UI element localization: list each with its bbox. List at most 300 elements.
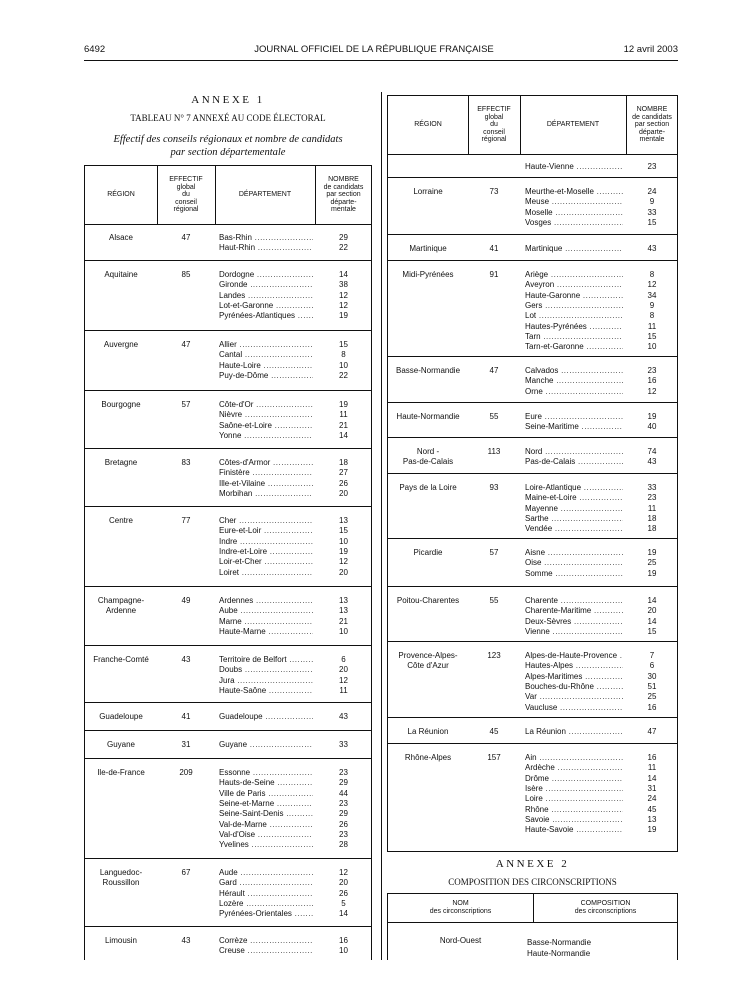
- candidats-value: 10: [339, 626, 348, 636]
- candidats-value: 23: [647, 366, 657, 375]
- departement-name: Calvados .....: [525, 366, 623, 376]
- departement-name: Vienne .....: [525, 627, 623, 637]
- page-number: 6492: [84, 44, 106, 55]
- circonscription-composition: [527, 938, 591, 959]
- candidats-value: 45: [647, 804, 657, 814]
- candidats-value: 20: [339, 665, 348, 675]
- departement-name: Alpes-Maritimes .....: [525, 672, 623, 682]
- candidats-value: 23: [647, 493, 657, 503]
- region-name: Centre: [108, 516, 133, 525]
- departement-name: Manche .....: [525, 376, 623, 386]
- candidats-value: 20: [647, 606, 657, 616]
- row-separator: [388, 473, 677, 474]
- right-table: [387, 95, 678, 852]
- departement-name: Côte-d'Or .....: [219, 400, 313, 410]
- candidats-value: 6: [649, 661, 655, 671]
- departement-name: Landes .....: [219, 291, 313, 301]
- departement-name: Haute-Vienne .....: [525, 162, 623, 172]
- row-separator: [85, 260, 371, 261]
- departement-name: Marne .....: [219, 617, 313, 627]
- header-separator: [388, 154, 677, 155]
- candidats-value: 27: [339, 468, 348, 478]
- candidats-value: 11: [339, 685, 348, 695]
- effectif-value: 209: [179, 768, 193, 777]
- region-name: Provence-Alpes- Côte d'Azur: [398, 651, 458, 670]
- candidats-value: 20: [339, 567, 348, 577]
- candidats-value: 25: [647, 692, 657, 702]
- candidats-value: 10: [339, 536, 348, 546]
- departement-name: Somme .....: [525, 569, 623, 579]
- annexe2-table: [387, 893, 678, 960]
- row-separator: [85, 645, 371, 646]
- row-separator: [388, 717, 677, 718]
- annexe2-title: ANNEXE 2: [495, 858, 570, 870]
- region-name: Picardie: [413, 548, 443, 557]
- candidats-value: 15: [339, 340, 348, 349]
- departement-name: Charente-Maritime .....: [525, 606, 623, 616]
- col-separator: [626, 96, 627, 154]
- departement-name: Morbihan .....: [219, 489, 313, 499]
- departement-name: Hautes-Pyrénées .....: [525, 322, 623, 332]
- candidats-value: 19: [647, 548, 657, 557]
- departement-name: Var .....: [525, 692, 623, 702]
- region-name: Poitou-Charentes: [396, 596, 460, 605]
- departement-name: Ardennes .....: [219, 596, 313, 606]
- candidats-value: 24: [647, 187, 657, 196]
- departement-name: Indre-et-Loire .....: [219, 547, 313, 557]
- row-separator: [388, 538, 677, 539]
- candidats-value: 28: [339, 840, 348, 850]
- candidats-value: 18: [647, 524, 657, 534]
- departement-name: Dordogne .....: [219, 270, 313, 280]
- col-header-effectif: EFFECTIF global du conseil régional: [169, 176, 203, 214]
- candidats-value: 22: [339, 243, 348, 253]
- candidats-value: 10: [339, 360, 348, 370]
- region-name: La Réunion: [407, 727, 449, 736]
- composition-item: Haute-Normandie: [527, 948, 591, 958]
- row-separator: [85, 758, 371, 759]
- departement-name: Alpes-de-Haute-Provence .....: [525, 651, 623, 661]
- candidats-value: 11: [647, 321, 657, 331]
- candidats-value: 19: [647, 568, 657, 578]
- candidats-value: 10: [339, 946, 348, 956]
- departement-name: Bas-Rhin .....: [219, 233, 313, 243]
- candidats-value: 44: [339, 788, 348, 798]
- departement-name: Maine-et-Loire .....: [525, 493, 623, 503]
- candidats-value: 18: [339, 458, 348, 467]
- col-separator: [468, 96, 469, 154]
- candidats-value: 12: [339, 290, 348, 300]
- departement-name: Meuse .....: [525, 197, 623, 207]
- col-header-composition: COMPOSITION des circonscriptions: [574, 900, 637, 915]
- candidats-value: 16: [647, 702, 657, 712]
- row-separator: [85, 330, 371, 331]
- candidats-value: 51: [647, 681, 657, 691]
- col-header-nombre: NOMBRE de candidats par section départe- mentale: [632, 106, 672, 144]
- departement-name: Haut-Rhin .....: [219, 243, 313, 253]
- candidats-value: 29: [339, 809, 348, 819]
- candidats-value: 19: [339, 311, 348, 321]
- departement-name: Vosges .....: [525, 218, 623, 228]
- candidats-value: 8: [341, 350, 346, 360]
- departement-name: Drôme .....: [525, 774, 623, 784]
- departement-name: Meurthe-et-Moselle .....: [525, 187, 623, 197]
- row-separator: [388, 234, 677, 235]
- departement-name: Hérault .....: [219, 889, 313, 899]
- candidats-value: 43: [647, 244, 657, 253]
- departement-name: Puy-de-Dôme .....: [219, 371, 313, 381]
- candidats-value: 14: [647, 616, 657, 626]
- effectif-value: 47: [181, 340, 191, 349]
- effectif-value: 45: [489, 727, 499, 736]
- departement-name: Oise .....: [525, 558, 623, 568]
- candidats-value: 20: [339, 878, 348, 888]
- candidats-value: 14: [647, 773, 657, 783]
- effectif-value: 113: [487, 447, 501, 456]
- candidats-value: 23: [339, 768, 348, 777]
- region-name: Bretagne: [104, 458, 138, 467]
- departement-name: Aisne .....: [525, 548, 623, 558]
- departement-name: Indre .....: [219, 537, 313, 547]
- candidats-value: 8: [649, 270, 655, 279]
- annexe1-title: ANNEXE 1: [191, 94, 265, 106]
- candidats-value: 7: [649, 651, 655, 660]
- row-separator: [85, 730, 371, 731]
- departement-name: Finistère .....: [219, 468, 313, 478]
- departement-name: Haute-Garonne .....: [525, 291, 623, 301]
- candidats-value: 12: [339, 675, 348, 685]
- region-name: Alsace: [108, 233, 133, 242]
- tableau-title: TABLEAU N° 7 ANNEXÉ AU CODE ÉLECTORAL: [130, 113, 326, 123]
- row-separator: [388, 437, 677, 438]
- departement-name: Lozère .....: [219, 899, 313, 909]
- col-header-departement: DÉPARTEMENT: [546, 121, 600, 129]
- candidats-value: 13: [339, 606, 348, 616]
- departement-name: Gers .....: [525, 301, 623, 311]
- candidats-value: 14: [339, 909, 348, 919]
- effectif-value: 57: [489, 548, 499, 557]
- candidats-value: 33: [647, 483, 657, 492]
- departement-name: Mayenne .....: [525, 504, 623, 514]
- left-table: [84, 165, 372, 960]
- region-name: Ile-de-France: [97, 768, 145, 777]
- effectif-value: 157: [487, 753, 501, 762]
- column-divider: [381, 92, 382, 960]
- departement-name: Tarn-et-Garonne .....: [525, 342, 623, 352]
- departement-name: Rhône .....: [525, 805, 623, 815]
- departement-name: Hautes-Alpes .....: [525, 661, 623, 671]
- departement-name: Haute-Marne .....: [219, 627, 313, 637]
- region-name: Auvergne: [103, 340, 139, 349]
- candidats-value: 15: [647, 217, 657, 227]
- effectif-value: 85: [181, 270, 191, 279]
- candidats-value: 43: [339, 712, 348, 721]
- candidats-value: 12: [647, 386, 657, 396]
- departement-name: Bouches-du-Rhône .....: [525, 682, 623, 692]
- effectif-value: 41: [489, 244, 499, 253]
- departement-name: Lot-et-Garonne .....: [219, 301, 313, 311]
- departement-name: Eure-et-Loir .....: [219, 526, 313, 536]
- region-name: Basse-Normandie: [395, 366, 461, 375]
- departement-name: Moselle .....: [525, 208, 623, 218]
- departement-name: Jura .....: [219, 676, 313, 686]
- effectif-value: 73: [489, 187, 499, 196]
- candidats-value: 20: [339, 488, 348, 498]
- effectif-value: 31: [181, 740, 191, 749]
- departement-name: Aude .....: [219, 868, 313, 878]
- row-separator: [85, 390, 371, 391]
- departement-name: Saône-et-Loire .....: [219, 421, 313, 431]
- candidats-value: 19: [339, 546, 348, 556]
- row-separator: [85, 858, 371, 859]
- candidats-value: 9: [649, 300, 655, 310]
- effectif-value: 83: [181, 458, 191, 467]
- candidats-value: 26: [339, 888, 348, 898]
- departement-name: Martinique .....: [525, 244, 623, 254]
- departement-name: Isère .....: [525, 784, 623, 794]
- candidats-value: 13: [647, 814, 657, 824]
- col-header-nombre: NOMBRE de candidats par section départe- mentale: [323, 176, 364, 214]
- candidats-value: 47: [647, 727, 657, 736]
- departement-name: Ariège .....: [525, 270, 623, 280]
- departement-name: Orne .....: [525, 387, 623, 397]
- header-separator: [85, 224, 371, 225]
- departement-name: Val-de-Marne .....: [219, 820, 313, 830]
- departement-name: Ain .....: [525, 753, 623, 763]
- row-separator: [85, 586, 371, 587]
- candidats-value: 14: [339, 430, 348, 440]
- row-separator: [388, 743, 677, 744]
- region-name: Guyane: [106, 740, 136, 749]
- row-separator: [85, 448, 371, 449]
- candidats-value: 29: [339, 778, 348, 788]
- departement-name: Vendée .....: [525, 524, 623, 534]
- candidats-value: 12: [339, 868, 348, 877]
- effectif-value: 93: [489, 483, 499, 492]
- departement-name: Ardèche .....: [525, 763, 623, 773]
- candidats-value: 16: [339, 936, 348, 945]
- row-separator: [388, 177, 677, 178]
- departement-name: Aube .....: [219, 606, 313, 616]
- row-separator: [85, 506, 371, 507]
- candidats-value: 25: [647, 558, 657, 568]
- row-separator: [388, 260, 677, 261]
- effectif-value: 67: [181, 868, 191, 877]
- candidats-value: 14: [339, 270, 348, 279]
- publication-date: 12 avril 2003: [623, 44, 678, 55]
- effectif-value: 43: [181, 655, 191, 664]
- row-separator: [388, 586, 677, 587]
- candidats-value: 6: [341, 655, 346, 664]
- departement-name: Loire .....: [525, 794, 623, 804]
- departement-name: Lot .....: [525, 311, 623, 321]
- departement-name: Haute-Savoie .....: [525, 825, 623, 835]
- candidats-value: 30: [647, 671, 657, 681]
- departement-name: Creuse .....: [219, 946, 313, 956]
- candidats-value: 11: [647, 503, 657, 513]
- col-separator: [520, 96, 521, 154]
- candidats-value: 16: [647, 376, 657, 386]
- annexe2-subtitle: COMPOSITION DES CIRCONSCRIPTIONS: [448, 877, 617, 887]
- region-name: Bourgogne: [101, 400, 141, 409]
- departement-name: Allier .....: [219, 340, 313, 350]
- row-separator: [388, 402, 677, 403]
- header-rule: [84, 60, 678, 61]
- departement-name: Doubs .....: [219, 665, 313, 675]
- departement-name: Vaucluse .....: [525, 703, 623, 713]
- candidats-value: 43: [647, 457, 657, 467]
- effectif-value: 41: [181, 712, 191, 721]
- departement-name: Guyane .....: [219, 740, 313, 750]
- region-name: Guadeloupe: [99, 712, 143, 721]
- candidats-value: 11: [647, 763, 657, 773]
- region-name: Franche-Comté: [93, 655, 149, 664]
- candidats-value: 26: [339, 478, 348, 488]
- effectif-value: 55: [489, 412, 499, 421]
- candidats-value: 21: [339, 420, 348, 430]
- departement-name: Côtes-d'Armor .....: [219, 458, 313, 468]
- candidats-value: 11: [339, 410, 348, 420]
- candidats-value: 8: [649, 311, 655, 321]
- departement-name: Yvelines .....: [219, 840, 313, 850]
- col-separator: [157, 166, 158, 224]
- departement-name: Ille-et-Vilaine .....: [219, 479, 313, 489]
- region-name: Rhône-Alpes: [404, 753, 452, 762]
- col-separator: [315, 166, 316, 224]
- candidats-value: 12: [339, 557, 348, 567]
- annexe1-subtitle: Effectif des conseils régionaux et nombre de candidats par section départementale: [113, 134, 343, 158]
- candidats-value: 22: [339, 370, 348, 380]
- region-name: Lorraine: [413, 187, 443, 196]
- departement-name: Nord .....: [525, 447, 623, 457]
- region-name: Midi-Pyrénées: [402, 270, 454, 279]
- effectif-value: 43: [181, 936, 191, 945]
- candidats-value: 5: [341, 898, 346, 908]
- region-name: Aquitaine: [104, 270, 138, 279]
- candidats-value: 40: [647, 422, 657, 432]
- candidats-value: 19: [647, 412, 657, 421]
- departement-name: Guadeloupe .....: [219, 712, 313, 722]
- departement-name: Aveyron .....: [525, 280, 623, 290]
- departement-name: Tarn .....: [525, 332, 623, 342]
- col-separator: [215, 166, 216, 224]
- region-name: Champagne- Ardenne: [97, 596, 145, 615]
- departement-name: Seine-Maritime .....: [525, 422, 623, 432]
- candidats-value: 14: [647, 596, 657, 605]
- row-separator: [388, 641, 677, 642]
- candidats-value: 19: [647, 825, 657, 835]
- region-name: Languedoc- Roussillon: [99, 868, 143, 887]
- row-separator: [388, 356, 677, 357]
- region-name: Haute-Normandie: [396, 412, 460, 421]
- candidats-value: 15: [647, 331, 657, 341]
- candidats-value: 13: [339, 516, 348, 525]
- candidats-value: 29: [339, 233, 348, 242]
- departement-name: Cher .....: [219, 516, 313, 526]
- journal-title: JOURNAL OFFICIEL DE LA RÉPUBLIQUE FRANÇAISE: [254, 44, 494, 55]
- departement-name: Gironde .....: [219, 280, 313, 290]
- departement-name: Eure .....: [525, 412, 623, 422]
- candidats-value: 34: [647, 290, 657, 300]
- departement-name: Territoire de Belfort .....: [219, 655, 313, 665]
- departement-name: Corrèze .....: [219, 936, 313, 946]
- header-separator: [388, 922, 677, 923]
- region-name: Pays de la Loire: [399, 483, 457, 492]
- candidats-value: 33: [339, 740, 348, 749]
- candidats-value: 23: [339, 829, 348, 839]
- effectif-value: 47: [489, 366, 499, 375]
- departement-name: Deux-Sèvres .....: [525, 617, 623, 627]
- region-name: Nord - Pas-de-Calais: [402, 447, 454, 466]
- departement-name: Charente .....: [525, 596, 623, 606]
- region-name: Limousin: [104, 936, 137, 945]
- candidats-value: 18: [647, 513, 657, 523]
- effectif-value: 47: [181, 233, 191, 242]
- departement-name: Loire-Atlantique .....: [525, 483, 623, 493]
- departement-name: Hauts-de-Seine .....: [219, 778, 313, 788]
- candidats-value: 16: [647, 753, 657, 762]
- effectif-value: 123: [487, 651, 501, 660]
- candidats-value: 38: [339, 280, 348, 290]
- effectif-value: 57: [181, 400, 191, 409]
- candidats-value: 13: [339, 596, 348, 605]
- row-separator: [85, 702, 371, 703]
- candidats-value: 33: [647, 207, 657, 217]
- col-header-region: RÉGION: [414, 121, 442, 129]
- departement-name: Seine-Saint-Denis .....: [219, 809, 313, 819]
- departement-name: La Réunion .....: [525, 727, 623, 737]
- candidats-value: 24: [647, 794, 657, 804]
- col-header-region: RÉGION: [107, 191, 135, 199]
- col-separator: [533, 894, 534, 922]
- departement-name: Loiret .....: [219, 568, 313, 578]
- departement-name: Loir-et-Cher .....: [219, 557, 313, 567]
- effectif-value: 55: [489, 596, 499, 605]
- candidats-value: 15: [339, 526, 348, 536]
- candidats-value: 12: [339, 300, 348, 310]
- departement-name: Haute-Loire .....: [219, 361, 313, 371]
- departement-name: Cantal .....: [219, 350, 313, 360]
- departement-name: Savoie .....: [525, 815, 623, 825]
- departement-name: Ville de Paris .....: [219, 789, 313, 799]
- departement-name: Pas-de-Calais .....: [525, 457, 623, 467]
- candidats-value: 9: [649, 197, 655, 207]
- candidats-value: 15: [647, 626, 657, 636]
- effectif-value: 77: [181, 516, 191, 525]
- departement-name: Val-d'Oise .....: [219, 830, 313, 840]
- effectif-value: 91: [489, 270, 499, 279]
- candidats-value: 23: [647, 162, 657, 171]
- candidats-value: 21: [339, 616, 348, 626]
- departement-name: Pyrénées-Atlantiques .....: [219, 311, 313, 321]
- region-name: Martinique: [409, 244, 447, 253]
- candidats-value: 12: [647, 280, 657, 290]
- candidats-value: 74: [647, 447, 657, 456]
- row-separator: [85, 926, 371, 927]
- departement-name: Nièvre .....: [219, 410, 313, 420]
- candidats-value: 23: [339, 798, 348, 808]
- candidats-value: 10: [647, 342, 657, 352]
- col-header-departement: DÉPARTEMENT: [238, 191, 292, 199]
- departement-name: Yonne .....: [219, 431, 313, 441]
- departement-name: Pyrénées-Orientales .....: [219, 909, 313, 919]
- col-header-nom: NOM des circonscriptions: [429, 900, 492, 915]
- departement-name: Gard .....: [219, 878, 313, 888]
- candidats-value: 31: [647, 783, 657, 793]
- departement-name: Sarthe .....: [525, 514, 623, 524]
- composition-item: Basse-Normandie: [527, 938, 592, 947]
- departement-name: Essonne .....: [219, 768, 313, 778]
